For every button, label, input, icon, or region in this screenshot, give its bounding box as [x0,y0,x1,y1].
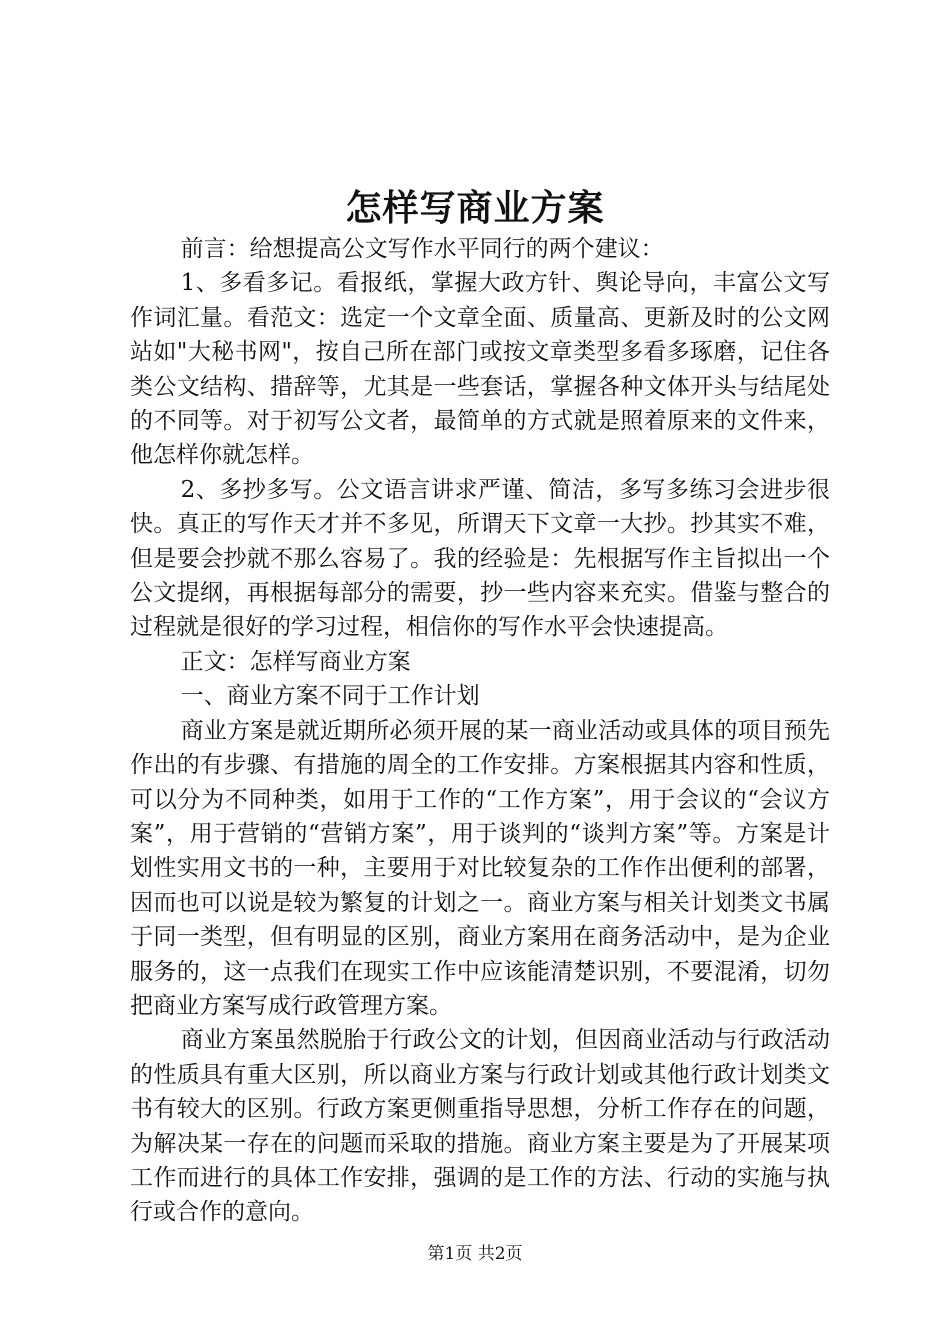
document-title: 怎样写商业方案 [345,187,605,229]
page-number-footer: 第1页 共2页 [427,1244,523,1264]
document-body [130,232,830,1230]
paragraph-tip-1: 1、多看多记。看报纸，掌握大政方针、舆论导向，丰富公文写作词汇量。看范文：选定一个文章全面、质量高、更新及时的公文网站如"大秘书网"，按自己所在部门或按文章类型多看多琢磨，记住各类公文结构、措辞等，尤其是一些套话，掌握各种文体开头与结尾处的不同等。对于初写公文者，最简单的方式就是照着原来的文件来，他怎样你就怎样。 [130,270,830,469]
paragraph-preface: 前言：给想提高公文写作水平同行的两个建议： [180,236,664,262]
paragraph-tip-2: 2、多抄多写。公文语言讲求严谨、简洁，多写多练习会进步很快。真正的写作天才并不多见，所谓天下文章一大抄。抄其实不难，但是要会抄就不那么容易了。我的经验是：先根据写作主旨拟出一个公文提纲，再根据每部分的需要，抄一些内容来充实。借鉴与整合的过程就是很好的学习过程，相信你的写作水平会快速提高。 [130,476,830,641]
paragraph-body-1: 商业方案是就近期所必须开展的某一商业活动或具体的项目预先作出的有步骤、有措施的周全的工作安排。方案根据其内容和性质，可以分为不同种类，如用于工作的“工作方案”，用于会议的“会议方案”，用于营销的“营销方案”，用于谈判的“谈判方案”等。方案是计划性实用文书的一种，主要用于对比较复杂的工作作出便利的部署，因而也可以说是较为繁复的计划之一。商业方案与相关计划类文书属于同一类型，但有明显的区别，商业方案用在商务活动中，是为企业服务的，这一点我们在现实工作中应该能清楚识别，不要混淆，切勿把商业方案写成行政管理方案。 [130,717,830,1019]
paragraph-main-heading: 正文：怎样写商业方案 [180,648,411,675]
paragraph-body-2: 商业方案虽然脱胎于行政公文的计划，但因商业活动与行政活动的性质具有重大区别，所以商业方案与行政计划或其他行政计划类文书有较大的区别。行政方案更侧重指导思想，分析工作存在的问题，为解决某一存在的问题而采取的措施。商业方案主要是为了开展某项工作而进行的具体工作安排，强调的是工作的方法、行动的实施与执行或合作的意向。 [130,1027,830,1226]
section-heading-1: 一、商业方案不同于工作计划 [180,683,480,710]
